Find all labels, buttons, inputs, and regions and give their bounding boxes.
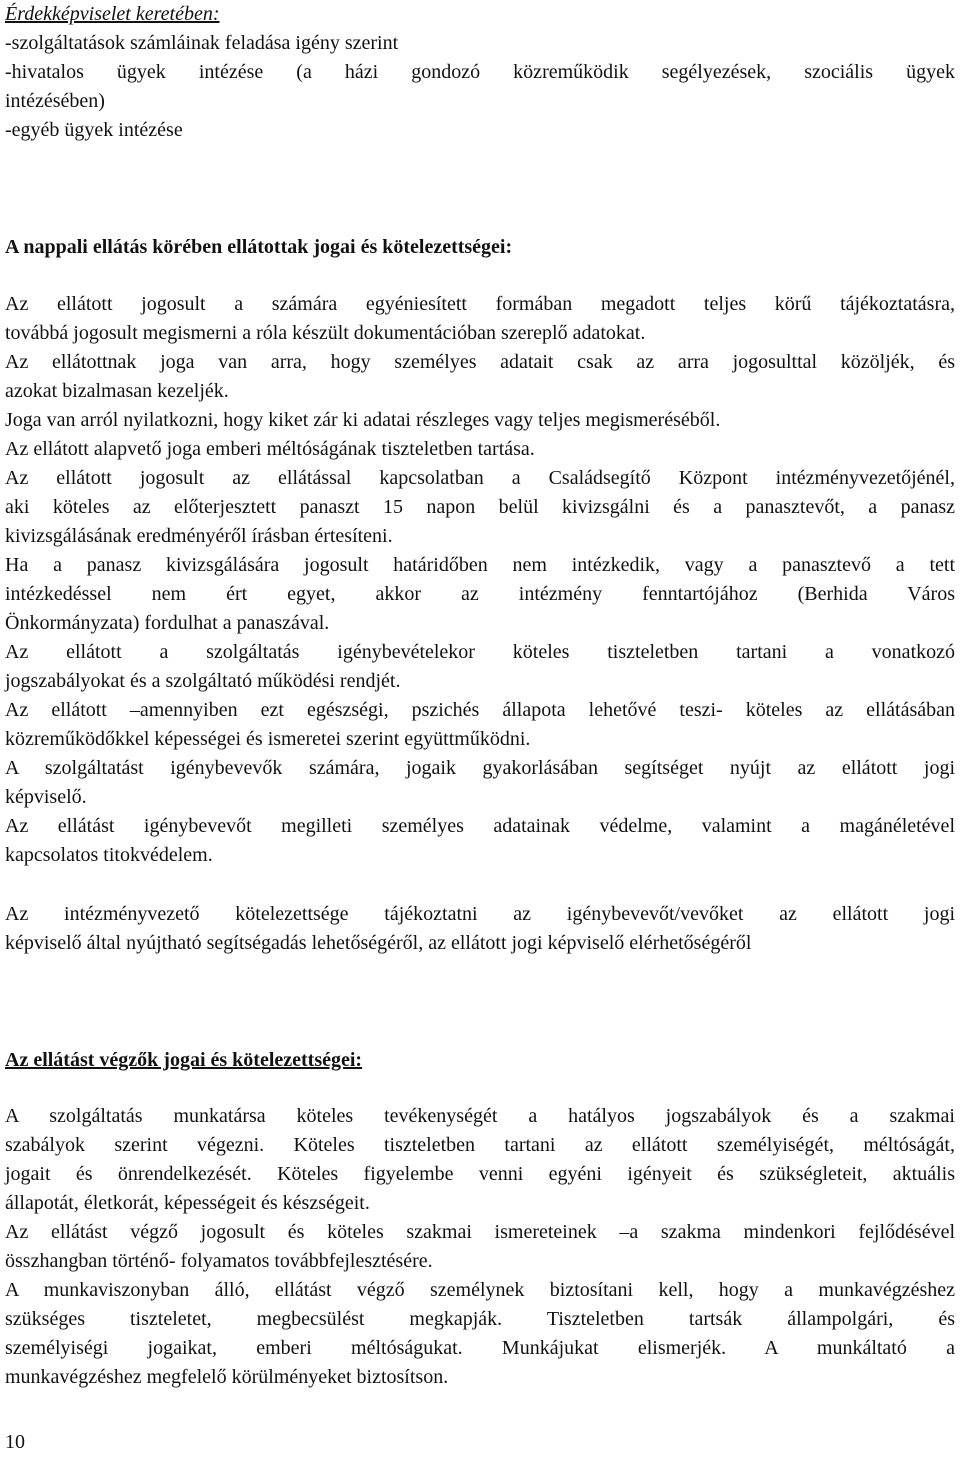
text-line: képviselő. <box>5 786 87 808</box>
section-heading: A nappali ellátás körében ellátottak jogai és kötelezettségei: <box>5 236 513 258</box>
section-staff-rights <box>5 1046 955 1075</box>
text-line: közreműködőkkel képességei és ismeretei szerint együttműködni. <box>5 728 531 750</box>
list-item: -hivatalos ügyek intézése (a házi gondozó közreműködik segélyezések, szociális ügyek <box>5 61 955 83</box>
text-line: Az ellátást végző jogosult és köteles szakmai ismereteinek –a szakma mindenkori fejlődésével <box>5 1221 955 1243</box>
text-line: Az ellátottnak joga van arra, hogy személyes adatait csak az arra jogosulttal közöljék, és <box>5 351 955 373</box>
section-day-care-rights <box>5 233 955 262</box>
text-line: állapotát, életkorát, képességeit és készségeit. <box>5 1192 370 1214</box>
text-line: A munkaviszonyban álló, ellátást végző személynek biztosítani kell, hogy a munkavégzéshez <box>5 1279 955 1301</box>
section-heading: Az ellátást végzők jogai és kötelezettségei: <box>5 1049 363 1071</box>
text-line: kapcsolatos titokvédelem. <box>5 844 213 866</box>
text-line: kivizsgálásának eredményéről írásban értesíteni. <box>5 525 393 547</box>
list-item: intézésében) <box>5 90 105 112</box>
text-line: A szolgáltatást igénybevevők számára, jogaik gyakorlásában segítséget nyújt az ellátott jogi <box>5 757 955 779</box>
list-item: -szolgáltatások számláinak feladása igény szerint <box>5 32 399 54</box>
text-line: Önkormányzata) fordulhat a panaszával. <box>5 612 330 634</box>
section-title: Érdekképviselet keretében: <box>5 3 220 25</box>
text-line: munkavégzéshez megfelelő körülményeket biztosítson. <box>5 1366 449 1388</box>
text-line: összhangban történő- folyamatos továbbfejlesztésére. <box>5 1250 433 1272</box>
text-line: aki köteles az előterjesztett panaszt 15 napon belül kivizsgálni és a panasztevőt, a panasz <box>5 496 955 518</box>
text-line: Ha a panasz kivizsgálására jogosult határidőben nem intézkedik, vagy a panasztevő a tett <box>5 554 955 576</box>
text-line: Joga van arról nyilatkozni, hogy kiket zár ki adatai részleges vagy teljes megismeréséből. <box>5 409 721 431</box>
text-line: jogait és önrendelkezését. Köteles figyelembe venni egyéni igényeit és szükségleteit, aktuális <box>5 1163 955 1185</box>
text-line: intézkedéssel nem ért egyet, akkor az intézmény fenntartójához (Berhida Város <box>5 583 955 605</box>
text-line: Az ellátott –amennyiben ezt egészségi, pszichés állapota lehetővé teszi- köteles az ellátásában <box>5 699 955 721</box>
text-line: Az ellátást igénybevevőt megilleti személyes adatainak védelme, valamint a magánéletével <box>5 815 955 837</box>
text-line: képviselő által nyújtható segítségadás lehetőségéről, az ellátott jogi képviselő elérhetőségéről <box>5 932 752 954</box>
text-line: A szolgáltatás munkatársa köteles tevékenységét a hatályos jogszabályok és a szakmai <box>5 1105 955 1127</box>
text-line: személyiségi jogaikat, emberi méltóságukat. Munkájukat elismerjék. A munkáltató a <box>5 1337 955 1359</box>
list-item: -egyéb ügyek intézése <box>5 119 183 141</box>
text-line: Az ellátott a szolgáltatás igénybevételekor köteles tiszteletben tartani a vonatkozó <box>5 641 955 663</box>
text-line: Az ellátott jogosult a számára egyéniesített formában megadott teljes körű tájékoztatásra, <box>5 293 955 315</box>
text-line: Az intézményvezető kötelezettsége tájékoztatni az igénybevevőt/vevőket az ellátott jogi <box>5 903 955 925</box>
page-number: 10 <box>5 1431 25 1453</box>
text-line: szabályok szerint végezni. Köteles tiszteletben tartani az ellátott személyiségét, méltóságát, <box>5 1134 955 1156</box>
section-staff-body <box>5 1102 955 1392</box>
text-line: Az ellátott alapvető joga emberi méltóságának tiszteletben tartása. <box>5 438 535 460</box>
text-line: jogszabályokat és a szolgáltató működési rendjét. <box>5 670 401 692</box>
section-advocacy <box>5 0 955 145</box>
text-line: azokat bizalmasan kezeljék. <box>5 380 229 402</box>
section-day-care-closing <box>5 900 955 958</box>
text-line: Az ellátott jogosult az ellátással kapcsolatban a Családsegítő Központ intézményvezetőjénél, <box>5 467 955 489</box>
text-line: továbbá jogosult megismerni a róla készült dokumentációban szereplő adatokat. <box>5 322 646 344</box>
section-day-care-body <box>5 290 955 870</box>
text-line: szükséges tiszteletet, megbecsülést megkapják. Tiszteletben tartsák állampolgári, és <box>5 1308 955 1330</box>
